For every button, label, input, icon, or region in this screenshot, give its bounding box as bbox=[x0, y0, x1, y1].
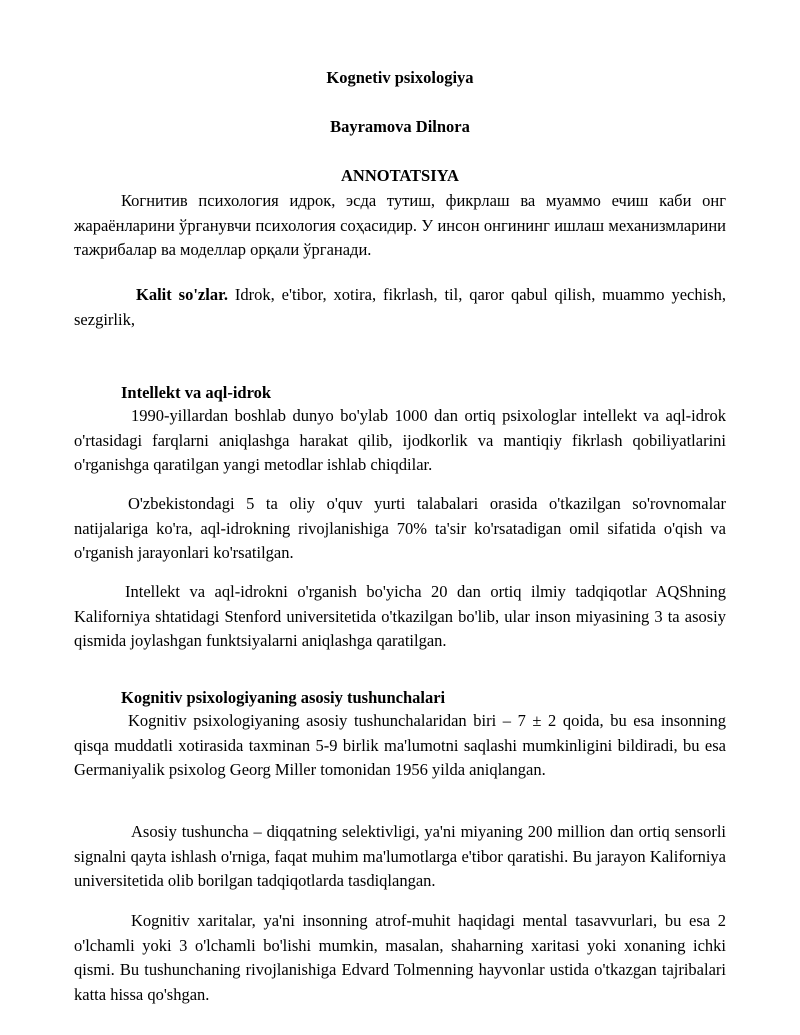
section1-heading: Intellekt va aql-idrok bbox=[121, 383, 272, 402]
author-name: Bayramova Dilnora bbox=[330, 117, 470, 136]
section2-paragraph-1: Kognitiv psixologiyaning asosiy tushunchalaridan biri – 7 ± 2 qoida, bu esa insonning qisqa muddatli xotirasida taxminan 5-9 birlik ma'lumotni saqlashi mumkinligini bildiradi, bu esa Germaniyalik psixolog Georg Miller tomonidan 1956 yilda aniqlangan. bbox=[74, 711, 726, 779]
keywords-label: Kalit so'zlar. bbox=[136, 285, 228, 304]
section1-paragraph-3: Intellekt va aql-idrokni o'rganish bo'yicha 20 dan ortiq ilmiy tadqiqotlar AQShning Kaliforniya shtatidagi Stenford universitetida o'tkazilgan bo'lib, ular inson miyasining 3 ta asosiy qismida joylashgan funktsiyalarni aniqlashga qaratilgan. bbox=[74, 582, 726, 650]
keywords-paragraph bbox=[74, 283, 726, 332]
section2-paragraph-2: Asosiy tushuncha – diqqatning selektivligi, ya'ni miyaning 200 million dan ortiq sensorli signalni qayta ishlash o'rniga, faqat muhim ma'lumotlarga e'tibor qaratishi. Bu jarayon Kaliforniya universitetida olib borilgan tadqiqotlarda tasdiqlangan. bbox=[74, 822, 726, 890]
keywords-text: Idrok, e'tibor, xotira, fikrlash, til, qaror qabul qilish, muammo yechish, sezgirlik, bbox=[74, 285, 726, 329]
section1-paragraph-1: 1990-yillardan boshlab dunyo bo'ylab 1000 dan ortiq psixologlar intellekt va aql-idrok o'rtasidagi farqlarni aniqlashga harakat qilib, ijodkorlik va mantiqiy fikrlash qobiliyatlarini o'rganishga qaratilgan yangi metodlar ishlab chiqdilar. bbox=[74, 406, 726, 474]
annotation-text: Когнитив психология идрок, эсда тутиш, фикрлаш ва муаммо ечиш каби онг жараёнларини ўрганувчи психология соҳасидир. У инсон онгининг ишлаш механизмларини тажрибалар ва моделлар орқали ўрганади. bbox=[74, 191, 726, 259]
annotation-heading: ANNOTATSIYA bbox=[341, 166, 459, 185]
section2-paragraph-3: Kognitiv xaritalar, ya'ni insonning atrof-muhit haqidagi mental tasavvurlari, bu esa 2 o'lchamli yoki 3 o'lchamli bo'lishi mumkin, masalan, shaharning xaritasi yoki xonaning ichki qismi. Bu tushunchaning rivojlanishiga Edvard Tolmenning hayvonlar ustida o'tkazgan tajribalari katta hissa qo'shgan. bbox=[74, 911, 726, 1004]
section2-heading: Kognitiv psixologiyaning asosiy tushunchalari bbox=[121, 688, 446, 707]
section1-paragraph-2: O'zbekistondagi 5 ta oliy o'quv yurti talabalari orasida o'tkazilgan so'rovnomalar natijalariga ko'ra, aql-idrokning rivojlanishiga 70% ta'sir ko'rsatadigan omil sifatida o'qish va o'rganish jarayonlari ko'rsatilgan. bbox=[74, 494, 726, 562]
document-title: Kognetiv psixologiya bbox=[326, 68, 474, 87]
